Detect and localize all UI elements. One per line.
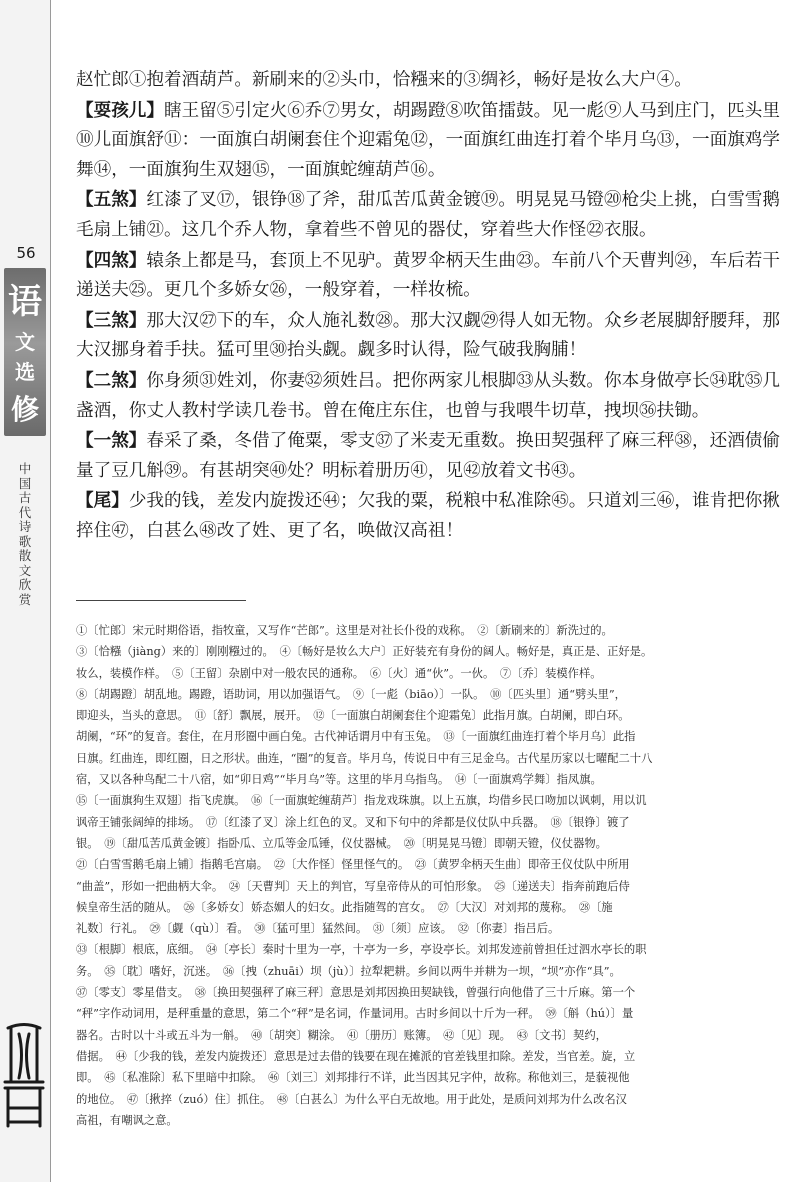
footnote-line: ㊲〔零支〕零星借支。 ㊳〔换田契强秤了麻三秤〕意思是刘邦因换田契缺钱，曾强行向他借了三十斤麻。第一个 <box>76 986 636 1000</box>
footnote-line: ⑧〔胡踢蹬〕胡乱地。踢蹬，语助词，用以加强语气。 ⑨〔一彪（biāo）〕一队。 ⑩〔匹头里〕通“劈头里”， <box>76 687 626 701</box>
footnote-line: 日旗。红曲连，即红圈，日之形状。曲连，“圈”的复音。毕月乌，传说日中有三足金乌。古代星历家以七曜配二十八 <box>76 751 653 765</box>
qupai-label: 【一煞】 <box>76 430 147 452</box>
chair-icon <box>2 1022 46 1128</box>
main-line: 【四煞】辕条上都是马，套顶上不见驴。黄罗伞柄天生曲㉓。车前八个天曹判㉔，车后若干递送夫㉕。更几个多娇女㉖，一般穿着，一样妆梳。 <box>76 249 780 301</box>
footnote-line: 务。 ㉟〔耽〕嗜好，沉迷。 ㊱〔拽（zhuāi）坝（jù）〕拉犁耙耕。乡间以两牛并耕为一坝，“坝”亦作“具”。 <box>76 964 621 978</box>
footnote-line: 讽帝王铺张阔绰的排场。 ⑰〔红漆了叉〕涂上红色的叉。叉和下句中的斧都是仪仗队中兵器。 ⑱〔银铮〕镀了 <box>76 815 630 829</box>
brand-char: 选 <box>15 360 35 384</box>
main-line: 赵忙郎①抱着酒葫芦。新刷来的②头巾，恰糨来的③绸衫，畅好是妆么大户④。 <box>76 70 692 90</box>
main-line: 【耍孩儿】瞎王留⑤引定火⑥乔⑦男女，胡踢蹬⑧吹笛擂鼓。见一彪⑨人马到庄门，匹头里⑩儿面旗舒⑪：一面旗白胡阑套住个迎霜兔⑫，一面旗红曲连打着个毕月乌⑬，一面旗鸡学舞⑭，一面旗狗生双翅⑮，一面旗蛇缠葫芦⑯。 <box>76 99 780 180</box>
footnote-line: 借据。 ㊹〔少我的钱，差发内旋拨还〕意思是过去借的钱要在现在摊派的官差钱里扣除。差发，当官差。旋，立 <box>76 1049 636 1063</box>
main-line: 【二煞】你身须㉛姓刘，你妻㉜须姓吕。把你两家儿根脚㉝从头数。你本身做亭长㉞耽㉟几盏酒，你丈人教村学读几卷书。曾在俺庄东住，也曾与我喂牛切草，拽坝㊱扶锄。 <box>76 369 780 421</box>
footnote-line: ①〔忙郎〕宋元时期俗语，指牧童，又写作“芒郎”。这里是对社长仆役的戏称。 ②〔新刷来的〕新洗过的。 <box>76 624 613 637</box>
footnote-line: ③〔恰糨（jiàng）来的〕刚刚糨过的。 ④〔畅好是妆么大户〕正好装充有身份的阔人。畅好是，真正是、正好是。 <box>76 645 653 659</box>
brand-char: 语 <box>8 282 42 322</box>
footnote-line: 的地位。 ㊼〔揪捽（zuó）住〕抓住。 ㊽〔白甚么〕为什么平白无故地。用于此处，是质问刘邦为什么改名汉 <box>76 1092 627 1106</box>
qupai-label: 【五煞】 <box>76 189 147 211</box>
qupai-label: 【三煞】 <box>76 309 147 331</box>
footnote-line: 即。 ㊺〔私准除〕私下里暗中扣除。 ㊻〔刘三〕刘邦排行不详，此当因其兄字仲，故称。称他刘三，是藐视他 <box>76 1071 630 1085</box>
footnote-line: 候皇帝生活的随从。 ㉖〔多娇女〕娇态媚人的妇女。此指随驾的宫女。 ㉗〔大汉〕对刘邦的蔑称。 ㉘〔施 <box>76 900 613 914</box>
margin-rule <box>50 0 51 1182</box>
footnote-line: ⑮〔一面旗狗生双翅〕指飞虎旗。 ⑯〔一面旗蛇缠葫芦〕指龙戏珠旗。以上五旗，均借乡民口吻加以讽刺，用以讥 <box>76 794 647 808</box>
footnote-line: 胡阑，“环”的复音。套住，在月形圈中画白兔。古代神话谓月中有玉兔。 ⑬〔一面旗红曲连打着个毕月乌〕此指 <box>76 730 636 744</box>
footnote-line: 礼数〕行礼。 ㉙〔觑（qù）〕看。 ㉚〔猛可里〕猛然间。 ㉛〔须〕应该。 ㉜〔你妻〕指吕后。 <box>76 922 560 936</box>
brand-char: 修 <box>10 393 39 426</box>
footnote-line: 妆么，装模作样。 ⑤〔王留〕杂剧中对一般农民的通称。 ⑥〔火〕通“伙”。一伙。 ⑦〔乔〕装模作样。 <box>76 666 602 680</box>
qupai-label: 【二煞】 <box>76 369 147 391</box>
footnote-line: ㉑〔白雪雪鹅毛扇上铺〕指鹅毛宫扇。 ㉒〔大作怪〕怪里怪气的。 ㉓〔黄罗伞柄天生曲〕即帝王仪仗队中所用 <box>76 858 630 872</box>
main-line: 【尾】少我的钱，差发内旋拨还㊹；欠我的粟，税粮中私准除㊺。只道刘三㊻，谁肯把你揪捽住㊼，白甚么㊽改了姓、更了名，唤做汉高祖！ <box>76 490 780 541</box>
main-text <box>76 66 780 547</box>
qupai-label: 【四煞】 <box>76 249 147 271</box>
footnote-line: 即迎头，当头的意思。 ⑪〔舒〕飘展，展开。 ⑫〔一面旗白胡阑套住个迎霜兔〕此指月旗。白胡阑，即白环。 <box>76 709 630 723</box>
brand-char: 文 <box>15 330 35 354</box>
footnote-line: “曲盖”，形如一把曲柄大伞。 ㉔〔天曹判〕天上的判官，写皇帝侍从的可怕形象。 ㉕〔递送夫〕指奔前跑后侍 <box>76 879 630 893</box>
footnote-line: 银。 ⑲〔甜瓜苦瓜黄金镀〕指卧瓜、立瓜等金瓜锤，仪仗器械。 ⑳〔明晃晃马镫〕即朝天镫，仪仗器物。 <box>76 836 607 850</box>
footnote-divider <box>76 600 246 601</box>
page-number: 56 <box>16 244 36 262</box>
footnote-line: 器名。古时以十斗或五斗为一斛。 ㊵〔胡突〕糊涂。 ㊶〔册历〕账簿。 ㊷〔见〕现。 ㊸〔文书〕契约， <box>76 1028 607 1042</box>
main-line: 【三煞】那大汉㉗下的车，众人施礼数㉘。那大汉觑㉙得人如无物。众乡老展脚舒腰拜，那大汉挪身着手扶。猛可里㉚抬头觑。觑多时认得，险气破我胸脯！ <box>76 309 780 361</box>
qupai-label: 【耍孩儿】 <box>76 99 164 121</box>
series-brand-band <box>4 268 46 436</box>
main-line: 【一煞】春采了桑，冬借了俺粟，零支㊲了米麦无重数。换田契强秤了麻三秤㊳，还酒债偷量了豆几斛㊴。有甚胡突㊵处？明标着册历㊶，见㊷放着文书㊸。 <box>76 430 780 481</box>
footnote-line: “秤”字作动词用，是秤重量的意思，第二个“秤”是名词，作量词用。古时乡间以十斤为一秤。 ㊴〔斛（hú）〕量 <box>76 1007 634 1021</box>
qupai-label: 【尾】 <box>76 490 129 512</box>
footnote-line: 高祖，有嘲讽之意。 <box>76 1113 178 1127</box>
footnote-line: ㉝〔根脚〕根底，底细。 ㉞〔亭长〕秦时十里为一亭，十亭为一乡，亭设亭长。刘邦发迹前曾担任过泗水亭长的职 <box>76 943 647 957</box>
footnote-line: 宿，又以各种鸟配二十八宿，如“卯日鸡”“毕月乌”等。这里的毕月乌指鸟。 ⑭〔一面旗鸡学舞〕指凤旗。 <box>76 773 602 787</box>
series-title-vertical: 中国古代诗歌散文欣赏 <box>18 461 32 607</box>
footnotes <box>76 620 780 1131</box>
main-line: 【五煞】红漆了叉⑰，银铮⑱了斧，甜瓜苦瓜黄金镀⑲。明晃晃马镫⑳枪尖上挑，白雪雪鹅毛扇上铺㉑。这几个乔人物，拿着些不曾见的器仗，穿着些大作怪㉒衣服。 <box>76 189 780 240</box>
